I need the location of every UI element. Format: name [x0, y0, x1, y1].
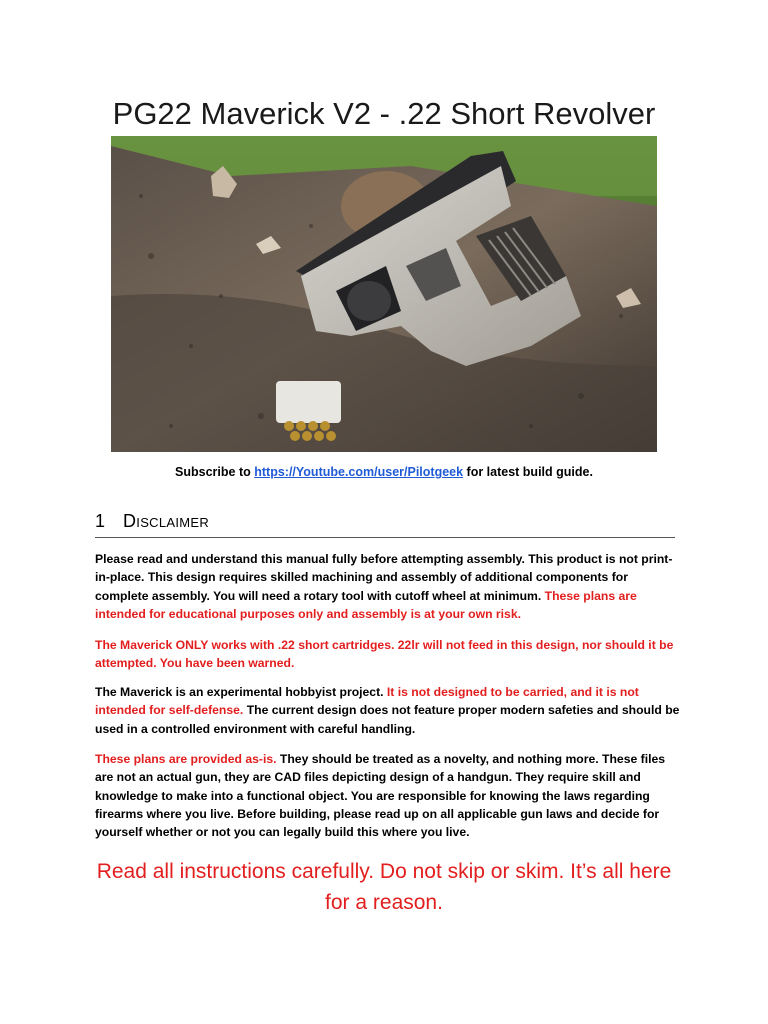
paragraph-4-text: They should be treated as a novelty, and nothing more. These files are not an actual gun, they are CAD files depicting design of a handgun. They require skill and knowledge to make into a functional object. You are responsible for knowing the laws regarding firearms where you live. Before building, please read up on all applicable gun laws and decide for yourself whether or not you can legally build this where you live.: [95, 752, 666, 840]
paragraph-3-text-a: The Maverick is an experimental hobbyist project.: [95, 685, 387, 699]
paragraph-3-warning: It is not designed to be carried, and it is not intended for self-defense.: [95, 685, 639, 718]
section-title: Disclaimer: [123, 511, 210, 531]
paragraph-4-warning: These plans are provided as-is.: [95, 752, 277, 766]
section-heading: [95, 511, 675, 538]
subscribe-line: [0, 465, 768, 479]
paragraph-2: The Maverick ONLY works with .22 short cartridges. 22lr will not feed in this design, nor should it be attempted. You have been warned.: [95, 638, 674, 671]
read-instructions-note: Read all instructions carefully. Do not skip or skim. It’s all here for a reason.: [96, 860, 672, 914]
revolver-photo: [111, 136, 657, 452]
paragraph-3: [95, 683, 680, 738]
paragraph-3-text-b: The current design does not feature proper modern safeties and should be used in a controlled environment with careful handling.: [95, 703, 680, 736]
subscribe-suffix: for latest build guide.: [463, 465, 593, 479]
section-number: 1: [95, 511, 106, 531]
paragraph-1-warning: These plans are intended for educational purposes only and assembly is at your own risk.: [95, 588, 637, 621]
paragraph-1-text: Please read and understand this manual fully before attempting assembly. This product is not print-in-place. This design requires skilled machining and assembly of additional components for complete assembly. You will need a rotary tool with cutoff wheel at minimum.: [95, 552, 673, 603]
page-title: PG22 Maverick V2 - .22 Short Revolver: [112, 96, 656, 131]
paragraph-4: [95, 750, 680, 841]
paragraph-1: [95, 550, 680, 623]
subscribe-prefix: Subscribe to: [175, 465, 255, 479]
youtube-link[interactable]: https://Youtube.com/user/Pilotgeek: [254, 465, 464, 479]
